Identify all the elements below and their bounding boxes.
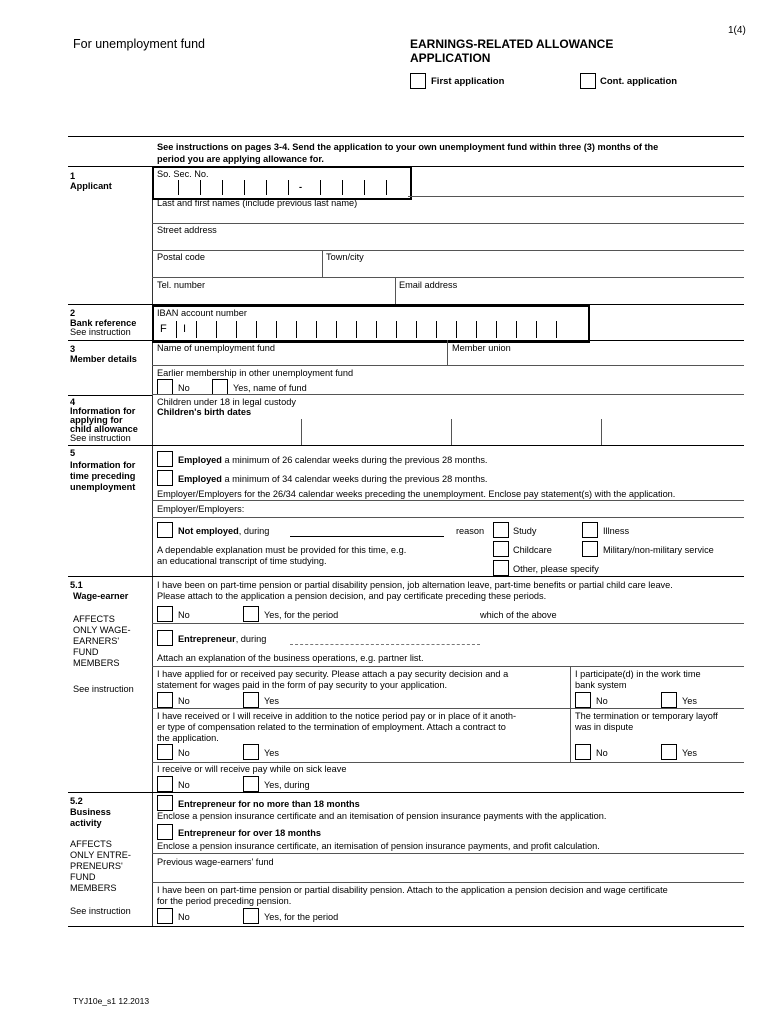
member-union-label: Member union xyxy=(452,343,511,353)
rule xyxy=(322,250,323,277)
childcare-label: Childcare xyxy=(513,545,552,555)
rule xyxy=(68,340,744,341)
earlier-membership-label: Earlier membership in other unemployment fund xyxy=(157,368,354,378)
iban-f: F xyxy=(160,323,167,335)
rule xyxy=(152,853,744,854)
s51-pension-line1: I have been on part-time pension or partial disability pension, job alternation leave, part-time benefits or partial child care leave. xyxy=(157,580,673,590)
sick-yes-label: Yes, during xyxy=(264,780,310,790)
names-label: Last and first names (include previous last name) xyxy=(157,198,358,208)
not-employed-text: Not employed, during xyxy=(178,526,270,536)
s2-label: Bank reference xyxy=(70,318,137,328)
s52-affects-2: ONLY ENTRE- xyxy=(70,850,131,860)
s51-pension-no-checkbox[interactable] xyxy=(157,606,173,622)
dispute-no-label: No xyxy=(596,748,608,758)
s52-pension-yes-label: Yes, for the period xyxy=(264,912,339,922)
s3-label: Member details xyxy=(70,354,137,364)
rule xyxy=(301,419,302,445)
entover-note: Enclose a pension insurance certificate, an itemisation of pension insurance payments, and profit calculation. xyxy=(157,841,600,851)
ent18-checkbox[interactable] xyxy=(157,795,173,811)
notice-no-checkbox[interactable] xyxy=(157,744,173,760)
iban-digits xyxy=(156,321,586,338)
dispute-line1: The termination or temporary layoff xyxy=(575,711,718,721)
s51-number: 5.1 xyxy=(70,580,83,590)
notice-line1: I have received or I will receive in addition to the notice period pay or in place of it anoth- xyxy=(157,711,517,721)
entover-checkbox[interactable] xyxy=(157,824,173,840)
ent18-note: Enclose a pension insurance certificate and an itemisation of pension insurance payments with the application. xyxy=(157,811,607,821)
paysec-yes-checkbox[interactable] xyxy=(243,692,259,708)
s51-paysec-line1: I have applied for or received pay security. Please attach a pay security decision and a xyxy=(157,669,509,679)
soc-sec-label: So. Sec. No. xyxy=(157,169,209,179)
workbank-yes-checkbox[interactable] xyxy=(661,692,677,708)
form-title-line2: APPLICATION xyxy=(410,51,491,65)
employers-note: Employer/Employers for the 26/34 calendar weeks preceding the unemployment. Enclose pay statement(s) with the application. xyxy=(157,489,676,499)
dispute-yes-label: Yes xyxy=(682,748,697,758)
rule xyxy=(152,394,744,395)
s51-see: See instruction xyxy=(73,684,134,694)
employed34-text: Employed a minimum of 34 calendar weeks during the previous 28 months. xyxy=(178,474,488,484)
ent18-label: Entrepreneur for no more than 18 months xyxy=(178,799,360,809)
rule xyxy=(68,926,744,927)
earlier-no-label: No xyxy=(178,383,190,393)
cont-application-checkbox[interactable] xyxy=(580,73,596,89)
s2-number: 2 xyxy=(70,308,76,318)
rule xyxy=(152,762,744,763)
s51-paysec-line2: statement for wages paid in the form of pay security to your application. xyxy=(157,680,448,690)
s51-affects-5: MEMBERS xyxy=(73,658,120,668)
birth-dates-label: Children's birth dates xyxy=(157,407,252,417)
s4-label-3: child allowance xyxy=(70,424,138,434)
workbank-no-checkbox[interactable] xyxy=(575,692,591,708)
study-checkbox[interactable] xyxy=(493,522,509,538)
rule xyxy=(408,196,744,197)
rule xyxy=(152,277,744,278)
employed26-checkbox[interactable] xyxy=(157,451,173,467)
notice-yes-checkbox[interactable] xyxy=(243,744,259,760)
other-label: Other, please specify xyxy=(513,564,599,574)
s1-number: 1 xyxy=(70,171,76,181)
rule xyxy=(152,623,744,624)
s52-pension-yes-checkbox[interactable] xyxy=(243,908,259,924)
s52-label-1: Business xyxy=(70,807,111,817)
paysec-no-label: No xyxy=(178,696,190,706)
rule xyxy=(152,500,744,501)
rule xyxy=(152,666,744,667)
other-checkbox[interactable] xyxy=(493,560,509,576)
explain-line1: A dependable explanation must be provided for this time, e.g. xyxy=(157,545,407,555)
soc-sec-dash: - xyxy=(299,182,303,192)
dispute-line2: was in dispute xyxy=(575,722,634,732)
s52-affects-3: PRENEURS' xyxy=(70,861,123,871)
workbank-line2: bank system xyxy=(575,680,627,690)
s52-label-2: activity xyxy=(70,818,102,828)
iban-label: IBAN account number xyxy=(157,308,247,318)
town-label: Town/city xyxy=(326,252,364,262)
s51-affects-1: AFFECTS xyxy=(73,614,115,624)
s51-entrepreneur-period-field[interactable] xyxy=(290,644,480,645)
s4-see: See instruction xyxy=(70,433,131,443)
workbank-no-label: No xyxy=(596,696,608,706)
s52-see: See instruction xyxy=(70,906,131,916)
top-rule xyxy=(68,136,744,137)
prev-fund-label: Previous wage-earners' fund xyxy=(157,857,274,867)
s51-affects-2: ONLY WAGE- xyxy=(73,625,131,635)
illness-label: Illness xyxy=(603,526,630,536)
s52-affects-5: MEMBERS xyxy=(70,883,117,893)
label-column-divider xyxy=(152,166,153,926)
s52-number: 5.2 xyxy=(70,796,83,806)
children-label: Children under 18 in legal custody xyxy=(157,397,296,407)
s5-label-2: time preceding xyxy=(70,471,136,481)
email-label: Email address xyxy=(399,280,458,290)
rule xyxy=(68,445,744,446)
page-number: 1(4) xyxy=(728,25,746,36)
s52-pension-line1: I have been on part-time pension or partial disability pension. Attach to the application a pension decision and wage certificate xyxy=(157,885,668,895)
rule xyxy=(152,250,744,251)
instructions-line2: period you are applying allowance for. xyxy=(157,154,324,164)
employers-label: Employer/Employers: xyxy=(157,504,245,514)
illness-checkbox[interactable] xyxy=(582,522,598,538)
dispute-yes-checkbox[interactable] xyxy=(661,744,677,760)
earlier-yes-label: Yes, name of fund xyxy=(233,383,307,393)
s52-pension-no-label: No xyxy=(178,912,190,922)
postal-label: Postal code xyxy=(157,252,206,262)
rule xyxy=(601,419,602,445)
s51-which-label: which of the above xyxy=(480,610,557,620)
childcare-checkbox[interactable] xyxy=(493,541,509,557)
notice-line3: the application. xyxy=(157,733,219,743)
first-application-checkbox[interactable] xyxy=(410,73,426,89)
fund-heading: For unemployment fund xyxy=(73,37,206,51)
rule xyxy=(68,395,152,396)
reason-label: reason xyxy=(456,526,485,536)
sick-yes-checkbox[interactable] xyxy=(243,776,259,792)
s51-pension-yes-checkbox[interactable] xyxy=(243,606,259,622)
s5-label-3: unemployment xyxy=(70,482,136,492)
tel-label: Tel. number xyxy=(157,280,205,290)
rule xyxy=(152,517,744,518)
form-code: TYJ10e_s1 12.2013 xyxy=(73,996,150,1006)
earlier-no-checkbox[interactable] xyxy=(157,379,173,395)
form-title-line1: EARNINGS-RELATED ALLOWANCE xyxy=(410,37,614,51)
s5-label-1: Information for xyxy=(70,460,136,470)
s1-label: Applicant xyxy=(70,181,112,191)
notice-yes-label: Yes xyxy=(264,748,279,758)
military-checkbox[interactable] xyxy=(582,541,598,557)
s51-affects-4: FUND xyxy=(73,647,99,657)
first-application-label: First application xyxy=(431,76,505,87)
s51-pension-yes-label: Yes, for the period xyxy=(264,610,339,620)
sick-no-label: No xyxy=(178,780,190,790)
rule xyxy=(451,419,452,445)
sick-no-checkbox[interactable] xyxy=(157,776,173,792)
s51-entrepreneur-checkbox[interactable] xyxy=(157,630,173,646)
s51-pension-no-label: No xyxy=(178,610,190,620)
rule xyxy=(152,365,744,366)
s51-attach-expl: Attach an explanation of the business operations, e.g. partner list. xyxy=(157,653,424,663)
sick-label: I receive or will receive pay while on sick leave xyxy=(157,764,347,774)
s52-affects-1: AFFECTS xyxy=(70,839,112,849)
s52-pension-line2: for the period preceding pension. xyxy=(157,896,292,906)
employed34-checkbox[interactable] xyxy=(157,470,173,486)
notice-line2: er type of compensation related to the termination of employment. Attach a contract to xyxy=(157,722,506,732)
rule xyxy=(68,576,744,577)
dispute-no-checkbox[interactable] xyxy=(575,744,591,760)
s52-affects-4: FUND xyxy=(70,872,96,882)
workbank-yes-label: Yes xyxy=(682,696,697,706)
instructions-line1: See instructions on pages 3-4. Send the application to your own unemployment fund within three (3) months of the xyxy=(157,142,659,152)
rule xyxy=(68,792,744,793)
rule xyxy=(570,666,571,762)
rule xyxy=(152,708,744,709)
s51-entrepreneur-text: Entrepreneur, during xyxy=(178,634,267,644)
s51-affects-3: EARNERS' xyxy=(73,636,120,646)
study-label: Study xyxy=(513,526,537,536)
cont-application-label: Cont. application xyxy=(600,76,678,87)
paysec-yes-label: Yes xyxy=(264,696,279,706)
not-employed-checkbox[interactable] xyxy=(157,522,173,538)
fund-name-label: Name of unemployment fund xyxy=(157,343,275,353)
s3-number: 3 xyxy=(70,344,76,354)
rule xyxy=(395,277,396,304)
paysec-no-checkbox[interactable] xyxy=(157,692,173,708)
not-employed-period-field[interactable] xyxy=(290,536,444,537)
soc-sec-digits xyxy=(156,180,406,195)
s4-label-1: Information for xyxy=(70,406,136,416)
s51-pension-line2: Please attach to the application a pension decision, and pay certificate preceding these periods. xyxy=(157,591,547,601)
s5-number: 5 xyxy=(70,448,76,458)
s52-pension-no-checkbox[interactable] xyxy=(157,908,173,924)
rule xyxy=(152,223,744,224)
s51-label: Wage-earner xyxy=(73,591,129,601)
street-label: Street address xyxy=(157,225,217,235)
military-label: Military/non-military service xyxy=(603,545,714,555)
s4-label-2: applying for xyxy=(70,415,123,425)
iban-i: I xyxy=(183,323,187,335)
rule xyxy=(152,882,744,883)
workbank-line1: I participate(d) in the work time xyxy=(575,669,701,679)
employed26-text: Employed a minimum of 26 calendar weeks during the previous 28 months. xyxy=(178,455,488,465)
rule xyxy=(447,340,448,365)
entover-label: Entrepreneur for over 18 months xyxy=(178,828,321,838)
earlier-yes-checkbox[interactable] xyxy=(212,379,228,395)
s2-see: See instruction xyxy=(70,327,131,337)
explain-line2: an educational transcript of time studying. xyxy=(157,556,327,566)
s4-number: 4 xyxy=(70,397,76,407)
notice-no-label: No xyxy=(178,748,190,758)
